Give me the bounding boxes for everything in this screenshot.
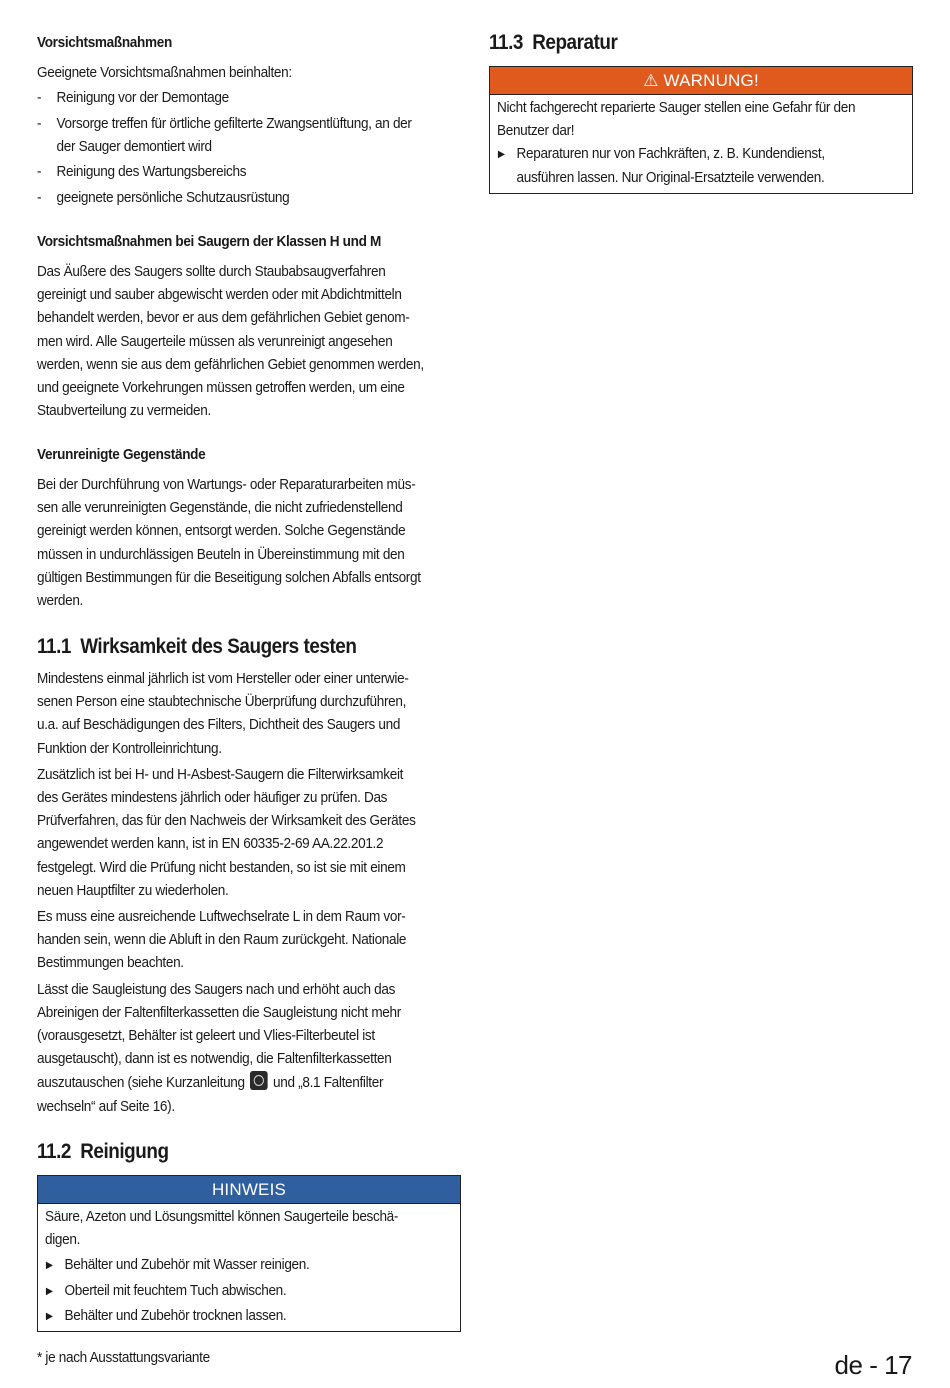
step-item (45, 1254, 424, 1277)
text-line: und geeignete Vorkehrungen müssen getroffen werden, um eine (37, 380, 405, 397)
triangle-right-icon: ▶ (497, 149, 505, 161)
text-line: Mindestens einmal jährlich ist vom Hersteller oder einer unterwie- (37, 671, 409, 687)
step-text: Reparaturen nur von Fachkräften, z. B. Kundendienst, (516, 146, 825, 163)
text-line: behandelt werden, bevor er aus dem gefährlichen Gebiet genom- (37, 310, 410, 327)
heading-precautions-hm: Vorsichtsmaßnahmen bei Saugern der Klassen H und M (37, 234, 381, 250)
list-item: - Reinigung vor der Demontage (37, 87, 229, 110)
text-line: men wird. Alle Saugerteile müssen als verunreinigt angesehen (37, 333, 393, 350)
text-line: Es muss eine ausreichende Luftwechselrate L in dem Raum vor- (37, 909, 406, 926)
page-number: de - 17 (834, 1350, 912, 1380)
section-title: Wirksamkeit des Saugers testen (80, 635, 357, 658)
warning-body (490, 94, 912, 193)
text-line: werden. (37, 593, 84, 610)
text-line: digen. (45, 1232, 81, 1249)
triangle-right-icon: ▶ (45, 1310, 53, 1322)
text-line: u.a. auf Beschädigungen des Filters, Dichtheit des Saugers und (37, 717, 401, 734)
text-line: Funktion der Kontrolleinrichtung. (37, 740, 222, 757)
step-item (45, 1305, 424, 1328)
step-item (497, 143, 876, 166)
warning-label: ⚠ WARNUNG! (490, 67, 912, 94)
footnote: * je nach Ausstattungsvariante (37, 1350, 210, 1366)
text-line: wechseln“ auf Seite 16). (37, 1098, 175, 1115)
note-box (37, 1175, 461, 1332)
note-body (38, 1203, 460, 1331)
text-line: gereinigt und sauber abgewischt werden oder mit Abdichtmitteln (37, 287, 402, 304)
text-line: Prüfverfahren, das für den Nachweis der Wirksamkeit des Gerätes (37, 813, 416, 830)
triangle-right-icon: ▶ (45, 1260, 53, 1272)
list-item: - geeignete persönliche Schutzausrüstung (37, 187, 289, 210)
text-line: werden, wenn sie aus dem gefährlichen Gebiet genommen werden, (37, 356, 424, 373)
step-text-cont: ausführen lassen. Nur Original-Ersatzteile verwenden. (516, 169, 825, 186)
precautions-intro: Geeignete Vorsichtsmaßnahmen beinhalten: (37, 65, 292, 81)
text-line: Bestimmungen beachten. (37, 955, 184, 972)
text-line: festgelegt. Wird die Prüfung nicht bestanden, so ist sie mit einem (37, 859, 406, 876)
heading-contaminated: Verunreinigte Gegenstände (37, 447, 206, 463)
text-line: Lässt die Saugleistung des Saugers nach und erhöht auch das (37, 981, 396, 998)
text-line: Abreinigen der Faltenfilterkassetten die Saugleistung nicht mehr (37, 1004, 401, 1021)
note-label: HINWEIS (38, 1176, 460, 1203)
text-line: senen Person eine staubtechnische Überprüfung durchzuführen, (37, 694, 407, 711)
text-line: gereinigt werden können, entsorgt werden. Solche Gegenstände (37, 523, 406, 540)
text-line: Säure, Azeton und Lösungsmittel können Saugerteile beschä- (45, 1209, 399, 1225)
step-text: Behälter und Zubehör mit Wasser reinigen. (64, 1257, 310, 1274)
section-number: 11.1 (37, 635, 71, 658)
paragraph-contaminated (37, 474, 450, 613)
text-line: müssen in undurchlässigen Beuteln in Übereinstimmung mit den (37, 546, 405, 563)
text-line: ausgetauscht), dann ist es notwendig, die Faltenfilterkassetten (37, 1051, 392, 1068)
section-title: Reparatur (532, 31, 618, 54)
section-title: Reinigung (80, 1140, 169, 1163)
triangle-right-icon: ▶ (45, 1285, 53, 1297)
quick-guide-icon (250, 1071, 268, 1090)
text-line: handen sein, wenn die Abluft in den Raum zurückgeht. Nationale (37, 932, 407, 949)
list-item: - Reinigung des Wartungsbereichs (37, 161, 246, 184)
section-title-11-3 (489, 31, 617, 55)
step-item (45, 1280, 424, 1303)
text-line: (vorausgesetzt, Behälter ist geleert und Vlies-Filterbeutel ist (37, 1028, 375, 1045)
text-line: Bei der Durchführung von Wartungs- oder Reparaturarbeiten müs- (37, 477, 416, 493)
text-line: Nicht fachgerecht reparierte Sauger stellen eine Gefahr für den (497, 100, 856, 116)
section-number: 11.2 (37, 1140, 71, 1163)
list-item-cont: der Sauger demontiert wird (56, 139, 212, 155)
heading-precautions: Vorsichtsmaßnahmen (37, 35, 172, 51)
text-line: Das Äußere des Saugers sollte durch Staubabsaugverfahren (37, 264, 386, 280)
text-line: Benutzer dar! (497, 123, 575, 140)
text-line: sen alle verunreinigten Gegenstände, die nicht zufriedenstellend (37, 500, 403, 517)
text-line: Staubverteilung zu vermeiden. (37, 403, 211, 420)
text-line: Zusätzlich ist bei H- und H-Asbest-Saugern die Filterwirksamkeit (37, 766, 404, 783)
step-text: Behälter und Zubehör trocknen lassen. (64, 1307, 287, 1324)
section-number: 11.3 (489, 31, 523, 54)
text-fragment: auszutauschen (siehe Kurzanleitung (37, 1075, 245, 1092)
section-title-11-1 (37, 635, 356, 659)
section-title-11-2 (37, 1140, 169, 1164)
text-line: gültigen Bestimmungen für die Beseitigung solchen Abfalls entsorgt (37, 569, 421, 586)
warning-box (489, 66, 913, 194)
step-text: Oberteil mit feuchtem Tuch abwischen. (64, 1282, 287, 1299)
paragraph-hm (37, 261, 453, 423)
text-line-with-icon (37, 1071, 416, 1095)
text-fragment: und „8.1 Faltenfilter (273, 1075, 384, 1092)
list-item: - Vorsorge treffen für örtliche gefilterte Zwangsentlüftung, an der (37, 113, 412, 136)
text-line: des Gerätes mindestens jährlich oder häufiger zu prüfen. Das (37, 790, 388, 807)
text-line: neuen Hauptfilter zu wiederholen. (37, 882, 229, 899)
paragraph-11-1 (37, 668, 444, 1119)
text-line: angewendet werden kann, ist in EN 60335-2-69 AA.22.201.2 (37, 836, 384, 853)
